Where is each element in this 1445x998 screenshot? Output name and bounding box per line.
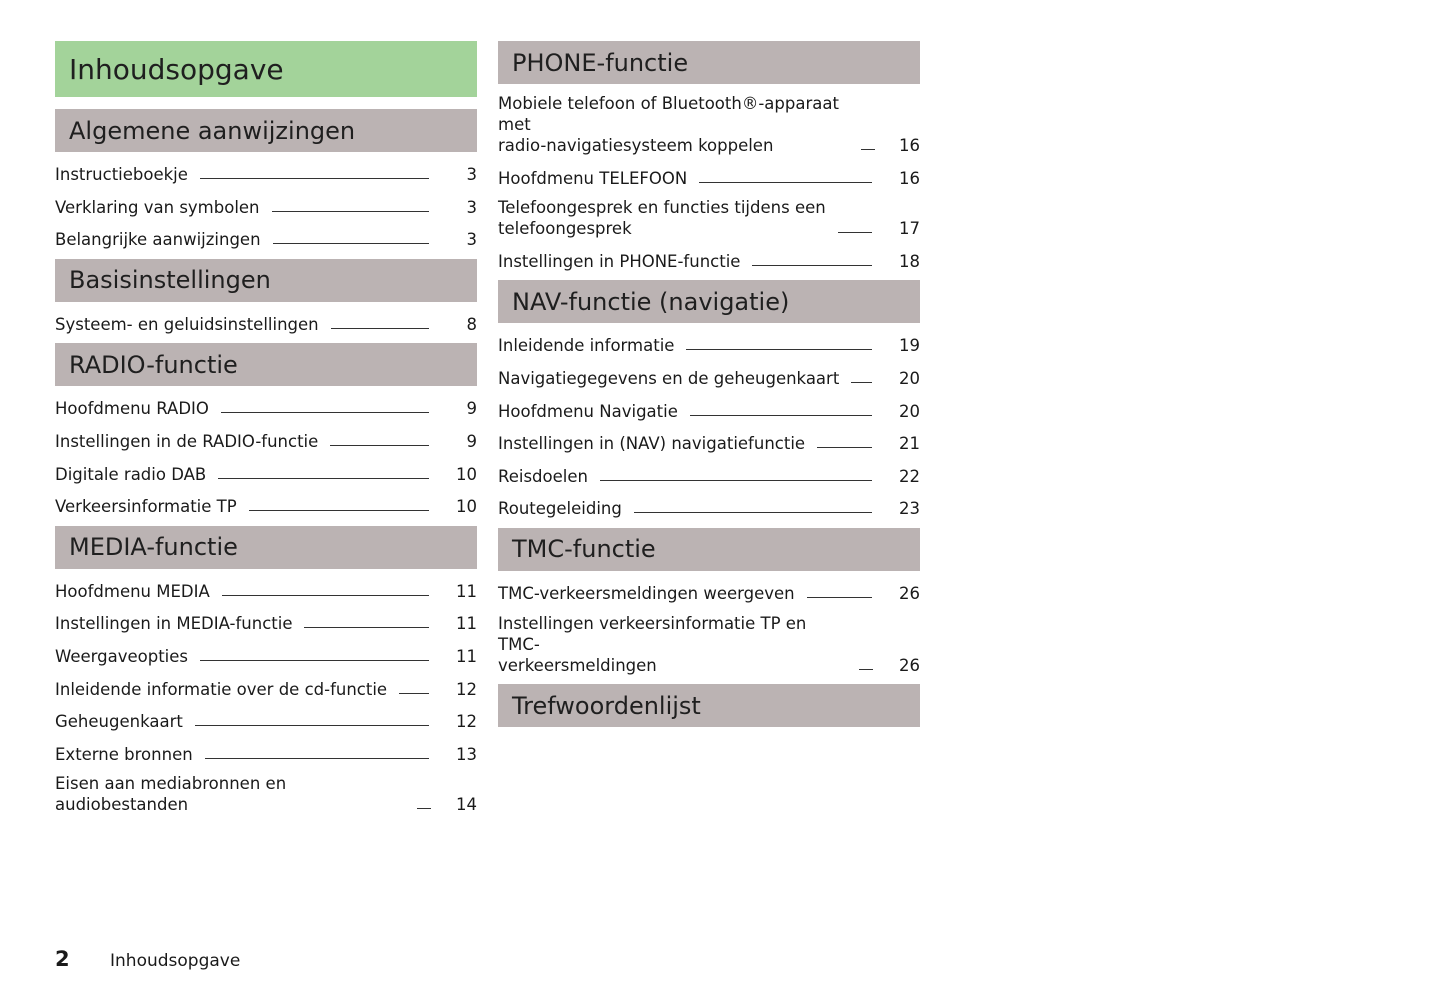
toc-leader-line (221, 412, 429, 413)
toc-entry-title: Digitale radio DAB (55, 464, 207, 484)
toc-page-number: 11 (456, 581, 477, 601)
toc-entry[interactable] (498, 197, 920, 239)
toc-leader-line (861, 149, 875, 150)
toc-entry-title: Verklaring van symbolen (55, 197, 260, 217)
toc-entry-title: Mobiele telefoon of Bluetooth®-apparaat met radio-navigatiesysteem koppelen (498, 94, 839, 155)
toc-entry-title: Instellingen in de RADIO-functie (55, 431, 319, 451)
toc-page-number: 13 (456, 744, 477, 764)
toc-entry-title: Hoofdmenu Navigatie (498, 401, 678, 421)
toc-entry-title: Hoofdmenu MEDIA (55, 581, 210, 601)
toc-entry-title: Instellingen in (NAV) navigatiefunctie (498, 434, 806, 454)
toc-page-number: 20 (899, 368, 920, 388)
toc-leader-line (272, 211, 429, 212)
section-heading-radio-functie[interactable]: RADIO-functie (55, 343, 477, 386)
toc-entry[interactable] (55, 643, 477, 667)
toc-entry-title: Verkeersinformatie TP (55, 497, 237, 517)
toc-entry-title: Instellingen in MEDIA-functie (55, 614, 293, 634)
toc-entry-title: Navigatiegegevens en de geheugenkaart (498, 368, 840, 388)
section-heading-tmc-functie[interactable]: TMC-functie (498, 528, 920, 571)
toc-entry[interactable] (55, 161, 477, 185)
toc-page-number: 8 (466, 314, 477, 334)
toc-leader-line (817, 447, 872, 448)
toc-page-number: 22 (899, 466, 920, 486)
section-heading-phone-functie[interactable]: PHONE-functie (498, 41, 920, 84)
toc-entry-title: Hoofdmenu RADIO (55, 399, 209, 419)
toc-entry[interactable] (55, 194, 477, 218)
toc-page-number: 19 (899, 336, 920, 356)
toc-leader-line (222, 595, 429, 596)
toc-page-number: 18 (899, 251, 920, 271)
toc-page-number: 20 (899, 401, 920, 421)
toc-page-number: 11 (456, 646, 477, 666)
toc-entry[interactable] (55, 311, 477, 335)
toc-page-number: 26 (899, 655, 920, 675)
toc-leader-line (249, 510, 429, 511)
toc-leader-line (417, 808, 431, 809)
toc-page-number: 16 (899, 168, 920, 188)
toc-page-number: 17 (899, 219, 920, 239)
toc-leader-line (273, 243, 429, 244)
footer-page-number: 2 (55, 947, 70, 971)
section-heading-media-functie[interactable]: MEDIA-functie (55, 526, 477, 569)
toc-page-number: 14 (456, 795, 477, 815)
toc-entry[interactable] (55, 395, 477, 419)
toc-page-number: 9 (466, 431, 477, 451)
toc-entry-title: Instellingen in PHONE-functie (498, 251, 741, 271)
toc-leader-line (330, 445, 429, 446)
toc-entry-title: TMC-verkeersmeldingen weergeven (498, 583, 795, 603)
toc-entry[interactable] (498, 93, 920, 156)
toc-entry[interactable] (498, 495, 920, 519)
left-column (55, 41, 477, 824)
toc-entry-title: Routegeleiding (498, 499, 622, 519)
toc-entry-title: Inleidende informatie over de cd-functie (55, 679, 388, 699)
right-sections (498, 41, 920, 727)
toc-entry-title: Hoofdmenu TELEFOON (498, 168, 688, 188)
toc-page-number: 26 (899, 583, 920, 603)
toc-leader-line (699, 182, 872, 183)
toc-page-number: 23 (899, 499, 920, 519)
toc-leader-line (304, 627, 429, 628)
toc-page-number: 3 (466, 197, 477, 217)
toc-leader-line (851, 382, 872, 383)
toc-page-number: 11 (456, 614, 477, 634)
toc-entry-title: Instructieboekje (55, 165, 188, 184)
toc-page-number: 10 (456, 464, 477, 484)
right-column (498, 41, 920, 736)
toc-page-number: 16 (899, 136, 920, 155)
toc-entry[interactable] (498, 248, 920, 272)
toc-leader-line (600, 480, 872, 481)
toc-leader-line (686, 349, 872, 350)
toc-page-number: 3 (466, 230, 477, 250)
toc-entry[interactable] (55, 226, 477, 250)
toc-page-number: 12 (456, 712, 477, 732)
toc-entry[interactable] (55, 610, 477, 634)
toc-entry-title: Systeem- en geluidsinstellingen (55, 314, 319, 334)
toc-leader-line (195, 725, 429, 726)
toc-entry[interactable] (498, 613, 920, 676)
toc-leader-line (200, 660, 429, 661)
toc-entry[interactable] (498, 398, 920, 422)
toc-entry[interactable] (55, 461, 477, 485)
toc-entry[interactable] (55, 428, 477, 452)
left-sections (55, 109, 477, 815)
toc-leader-line (331, 328, 429, 329)
toc-entry[interactable] (498, 580, 920, 604)
toc-entry[interactable] (498, 332, 920, 356)
toc-entry-title: Belangrijke aanwijzingen (55, 230, 261, 250)
toc-leader-line (205, 758, 429, 759)
toc-leader-line (807, 597, 872, 598)
page-footer (55, 947, 240, 971)
toc-leader-line (838, 232, 872, 233)
toc-leader-line (752, 265, 872, 266)
toc-page-number: 3 (466, 165, 477, 184)
toc-leader-line (859, 669, 873, 670)
toc-leader-line (634, 512, 872, 513)
toc-entry[interactable] (498, 365, 920, 389)
toc-entry-title: Weergaveopties (55, 646, 189, 666)
page-title: Inhoudsopgave (55, 41, 477, 97)
toc-entry-title: Externe bronnen (55, 744, 193, 764)
toc-leader-line (399, 693, 429, 694)
section-heading-nav-functie-navigatie[interactable]: NAV-functie (navigatie) (498, 280, 920, 323)
toc-page-number: 12 (456, 679, 477, 699)
section-heading-basisinstellingen[interactable]: Basisinstellingen (55, 259, 477, 302)
toc-entry-title: Geheugenkaart (55, 712, 183, 732)
toc-entry[interactable] (55, 741, 477, 765)
toc-entry[interactable] (55, 773, 477, 815)
toc-entry-title: Telefoongesprek en functies tijdens een telefoongesprek (498, 198, 826, 239)
toc-entry[interactable] (498, 165, 920, 189)
toc-entry[interactable] (498, 463, 920, 487)
toc-entry[interactable] (55, 676, 477, 700)
toc-entry[interactable] (498, 430, 920, 454)
toc-entry[interactable] (55, 493, 477, 517)
toc-entry-title: Reisdoelen (498, 466, 588, 486)
footer-label: Inhoudsopgave (110, 951, 241, 971)
toc-entry-title: Inleidende informatie (498, 336, 675, 356)
toc-entry-title: Instellingen verkeersinformatie TP en TMC- verkeersmeldingen (498, 613, 807, 675)
toc-page-number: 21 (899, 434, 920, 454)
section-heading-trefwoordenlijst[interactable]: Trefwoordenlijst (498, 684, 920, 727)
toc-page-number: 10 (456, 497, 477, 517)
section-heading-algemene-aanwijzingen[interactable]: Algemene aanwijzingen (55, 109, 477, 152)
toc-leader-line (218, 478, 429, 479)
toc-leader-line (200, 178, 429, 179)
toc-entry-title: Eisen aan mediabronnen en audiobestanden (55, 774, 287, 815)
toc-entry[interactable] (55, 708, 477, 732)
toc-page-number: 9 (466, 399, 477, 419)
toc-entry[interactable] (55, 578, 477, 602)
toc-leader-line (690, 415, 872, 416)
